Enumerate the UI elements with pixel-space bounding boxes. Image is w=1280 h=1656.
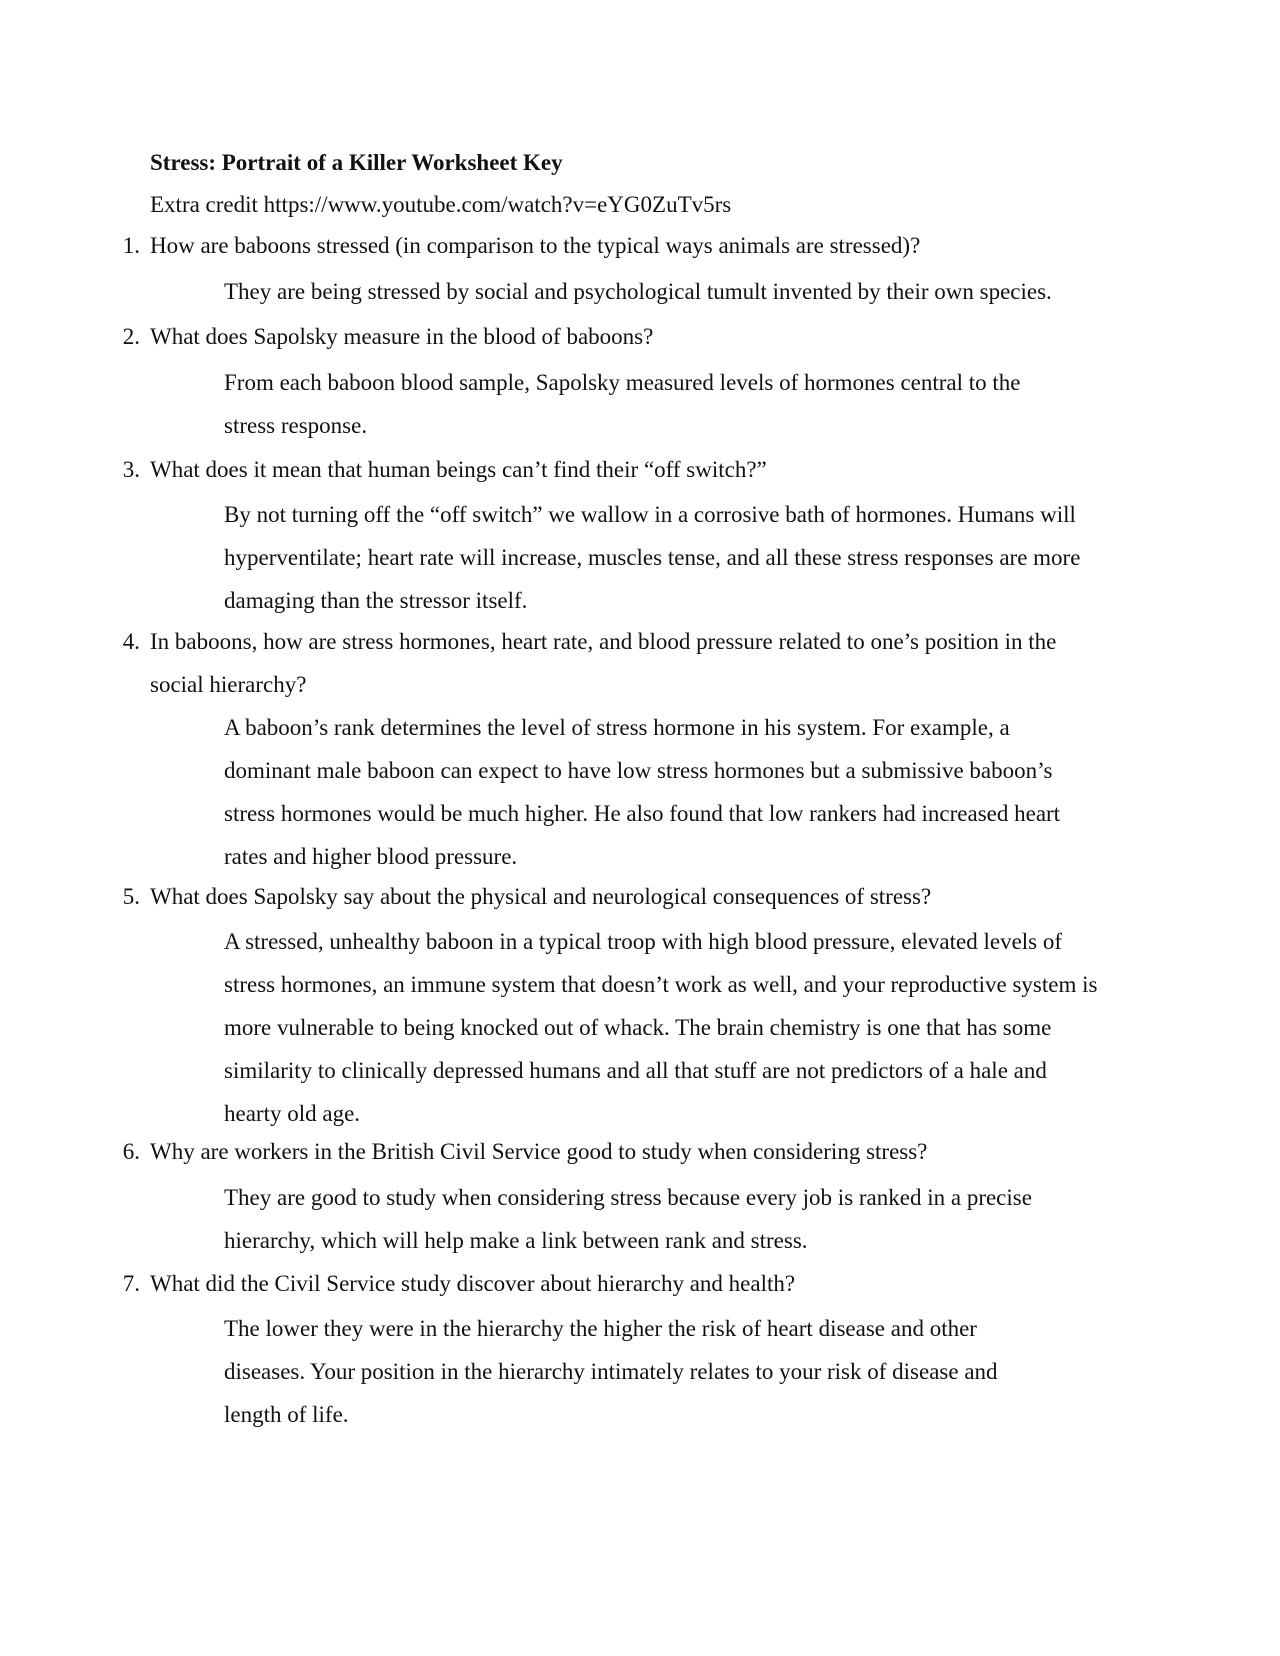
question-text: What does it mean that human beings can’t find their “off switch?” [150, 457, 767, 482]
question-4 [122, 620, 1090, 706]
question-number: 2. [122, 324, 140, 349]
question-6 [122, 1130, 1110, 1173]
answer-5: A stressed, unhealthy baboon in a typical troop with high blood pressure, elevated levels of stress hormones, an immune system that doesn’t work as well, and your reproductive system is more vulnerable to being knocked out of whack. The brain chemistry is one that has some similarity to clinically depressed humans and all that stuff are not predictors of a hale and hearty old age. [224, 929, 1098, 1126]
answer-4: A baboon’s rank determines the level of stress hormone in his system. For example, a dominant male baboon can expect to have low stress hormones but a submissive baboon’s stress hormones would be much higher. He also found that low rankers had increased heart rates and higher blood pressure. [224, 715, 1061, 869]
answer-3: By not turning off the “off switch” we wallow in a corrosive bath of hormones. Humans will hyperventilate; heart rate will increase, muscles tense, and all these stress responses are more damaging than the stressor itself. [224, 502, 1081, 613]
question-text: How are baboons stressed (in comparison to the typical ways animals are stressed)? [150, 233, 921, 258]
question-5 [122, 875, 1110, 918]
question-1 [122, 224, 1110, 267]
question-3 [122, 448, 1110, 491]
extra-credit-line: Extra credit https://www.youtube.com/watch?v=eYG0ZuTv5rs [150, 192, 732, 217]
question-number: 7. [122, 1271, 140, 1296]
question-number: 5. [122, 884, 140, 909]
question-text: What did the Civil Service study discover about hierarchy and health? [150, 1271, 796, 1296]
worksheet-title: Stress: Portrait of a Killer Worksheet Key [150, 150, 563, 175]
question-text: What does Sapolsky measure in the blood of baboons? [150, 324, 654, 349]
question-number: 3. [122, 457, 140, 482]
answer-2: From each baboon blood sample, Sapolsky measured levels of hormones central to the stress response. [224, 370, 1021, 438]
question-text: In baboons, how are stress hormones, heart rate, and blood pressure related to one’s position in the social hierarchy? [150, 629, 1057, 697]
question-number: 1. [122, 233, 140, 258]
question-number: 6. [122, 1139, 140, 1164]
question-text: Why are workers in the British Civil Service good to study when considering stress? [150, 1139, 928, 1164]
answer-7: The lower they were in the hierarchy the higher the risk of heart disease and other diseases. Your position in the hierarchy intimately relates to your risk of disease and length of life. [224, 1316, 998, 1427]
question-number: 4. [122, 629, 140, 654]
question-2 [122, 315, 1110, 358]
answer-1: They are being stressed by social and psychological tumult invented by their own species. [224, 279, 1052, 304]
answer-6: They are good to study when considering stress because every job is ranked in a precise hierarchy, which will help make a link between rank and stress. [224, 1185, 1032, 1253]
question-text: What does Sapolsky say about the physical and neurological consequences of stress? [150, 884, 932, 909]
question-7 [122, 1262, 1110, 1305]
